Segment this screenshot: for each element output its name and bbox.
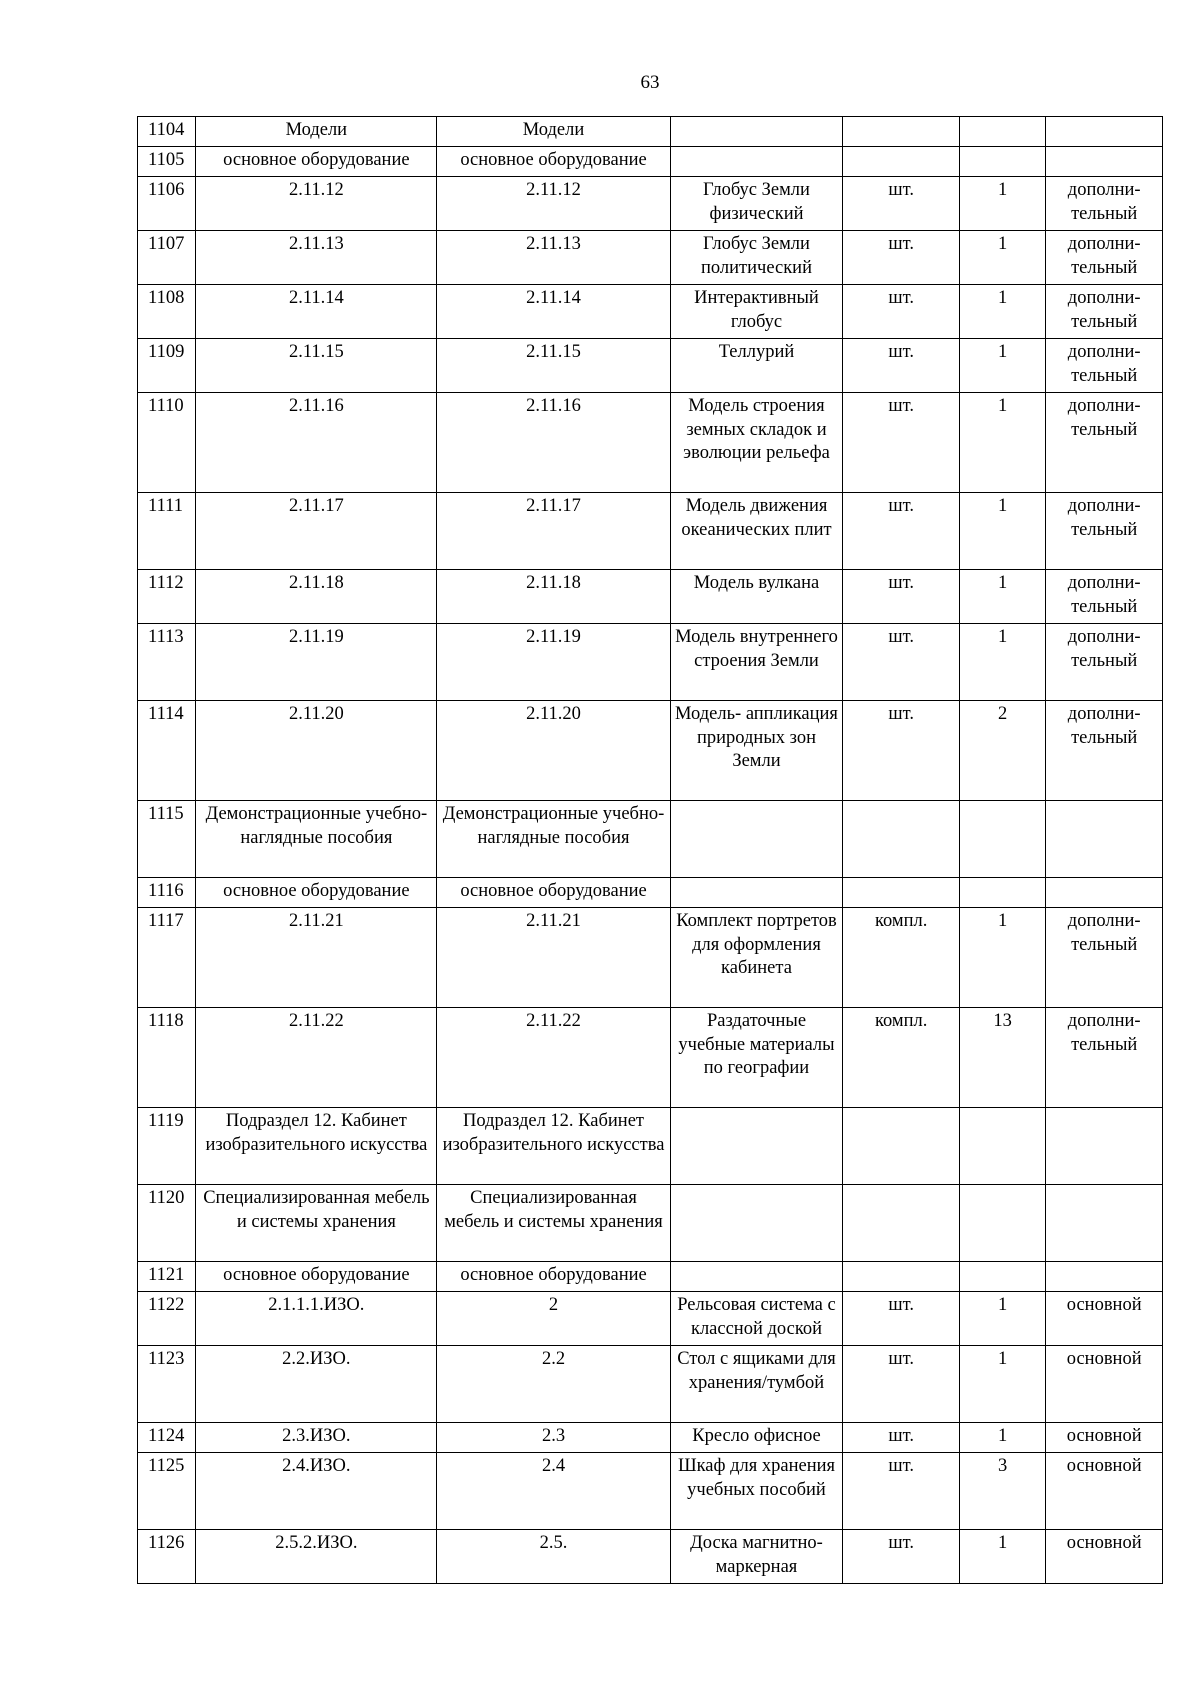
item-code: Демонстрационные учебно-наглядные пособия xyxy=(196,801,437,878)
item-code: 2.11.18 xyxy=(196,570,437,624)
item-unit: компл. xyxy=(843,908,960,1008)
item-quantity: 3 xyxy=(959,1453,1045,1530)
item-code: 2.3.ИЗО. xyxy=(196,1423,437,1453)
item-code-alt: 2.2 xyxy=(437,1346,670,1423)
item-unit: шт. xyxy=(843,339,960,393)
item-unit xyxy=(843,147,960,177)
item-name: Интерактивный глобус xyxy=(670,285,843,339)
item-quantity: 1 xyxy=(959,339,1045,393)
item-quantity: 1 xyxy=(959,908,1045,1008)
item-code: Специализированная мебель и системы хранения xyxy=(196,1185,437,1262)
item-name xyxy=(670,878,843,908)
item-unit: компл. xyxy=(843,1008,960,1108)
row-number: 1110 xyxy=(138,393,196,493)
table-row xyxy=(138,1453,1163,1530)
table-row xyxy=(138,1292,1163,1346)
row-number: 1104 xyxy=(138,117,196,147)
item-type: дополни- тельный xyxy=(1046,908,1163,1008)
item-code: основное оборудование xyxy=(196,1262,437,1292)
item-unit: шт. xyxy=(843,701,960,801)
item-code-alt: 2.11.19 xyxy=(437,624,670,701)
table-row xyxy=(138,231,1163,285)
item-code: 2.11.15 xyxy=(196,339,437,393)
item-code: 2.11.21 xyxy=(196,908,437,1008)
item-code-alt: 2.4 xyxy=(437,1453,670,1530)
item-type xyxy=(1046,1185,1163,1262)
item-code: 2.2.ИЗО. xyxy=(196,1346,437,1423)
item-code-alt: основное оборудование xyxy=(437,1262,670,1292)
table-row xyxy=(138,878,1163,908)
item-name: Кресло офисное xyxy=(670,1423,843,1453)
item-quantity: 1 xyxy=(959,177,1045,231)
table-row xyxy=(138,1262,1163,1292)
item-quantity xyxy=(959,1185,1045,1262)
item-type: дополни- тельный xyxy=(1046,339,1163,393)
item-type xyxy=(1046,801,1163,878)
row-number: 1121 xyxy=(138,1262,196,1292)
table-row xyxy=(138,339,1163,393)
row-number: 1108 xyxy=(138,285,196,339)
item-code-alt: основное оборудование xyxy=(437,147,670,177)
item-code: 2.4.ИЗО. xyxy=(196,1453,437,1530)
item-quantity xyxy=(959,801,1045,878)
item-type: основной xyxy=(1046,1423,1163,1453)
item-code-alt: 2 xyxy=(437,1292,670,1346)
row-number: 1112 xyxy=(138,570,196,624)
table-row xyxy=(138,285,1163,339)
equipment-table xyxy=(137,116,1163,1584)
table-row xyxy=(138,1423,1163,1453)
row-number: 1123 xyxy=(138,1346,196,1423)
item-quantity xyxy=(959,117,1045,147)
table-row xyxy=(138,393,1163,493)
item-code-alt: 2.11.21 xyxy=(437,908,670,1008)
item-type: дополни- тельный xyxy=(1046,624,1163,701)
item-name: Глобус Земли физический xyxy=(670,177,843,231)
item-name: Комплект портретов для оформления кабинета xyxy=(670,908,843,1008)
row-number: 1106 xyxy=(138,177,196,231)
item-quantity: 1 xyxy=(959,393,1045,493)
item-quantity xyxy=(959,878,1045,908)
item-unit xyxy=(843,117,960,147)
item-unit: шт. xyxy=(843,1346,960,1423)
item-code-alt: 2.11.14 xyxy=(437,285,670,339)
item-name: Стол с ящиками для хранения/тумбой xyxy=(670,1346,843,1423)
table-row xyxy=(138,908,1163,1008)
item-code-alt: 2.11.12 xyxy=(437,177,670,231)
row-number: 1117 xyxy=(138,908,196,1008)
item-code: 2.11.16 xyxy=(196,393,437,493)
item-code-alt: 2.11.22 xyxy=(437,1008,670,1108)
row-number: 1120 xyxy=(138,1185,196,1262)
item-type xyxy=(1046,878,1163,908)
item-code-alt: 2.5. xyxy=(437,1530,670,1584)
row-number: 1122 xyxy=(138,1292,196,1346)
row-number: 1124 xyxy=(138,1423,196,1453)
table-row xyxy=(138,1346,1163,1423)
item-name: Модель внутреннего строения Земли xyxy=(670,624,843,701)
item-unit: шт. xyxy=(843,1453,960,1530)
item-unit: шт. xyxy=(843,393,960,493)
item-code-alt: 2.11.16 xyxy=(437,393,670,493)
item-type: дополни- тельный xyxy=(1046,285,1163,339)
item-quantity: 2 xyxy=(959,701,1045,801)
item-type: дополни- тельный xyxy=(1046,393,1163,493)
table-row xyxy=(138,1530,1163,1584)
row-number: 1116 xyxy=(138,878,196,908)
item-code-alt: Подраздел 12. Кабинет изобразительного искусства xyxy=(437,1108,670,1185)
item-type: дополни- тельный xyxy=(1046,1008,1163,1108)
item-quantity: 1 xyxy=(959,231,1045,285)
item-quantity: 1 xyxy=(959,285,1045,339)
row-number: 1118 xyxy=(138,1008,196,1108)
row-number: 1105 xyxy=(138,147,196,177)
table-row xyxy=(138,1008,1163,1108)
item-unit: шт. xyxy=(843,1530,960,1584)
item-type: основной xyxy=(1046,1530,1163,1584)
item-quantity: 1 xyxy=(959,1346,1045,1423)
item-name: Модель вулкана xyxy=(670,570,843,624)
page-number: 63 xyxy=(640,72,660,93)
item-unit xyxy=(843,801,960,878)
item-name xyxy=(670,147,843,177)
item-unit: шт. xyxy=(843,285,960,339)
item-code: Модели xyxy=(196,117,437,147)
item-code-alt: 2.11.18 xyxy=(437,570,670,624)
item-code: 2.11.20 xyxy=(196,701,437,801)
row-number: 1119 xyxy=(138,1108,196,1185)
item-unit: шт. xyxy=(843,231,960,285)
item-unit xyxy=(843,1262,960,1292)
item-type: дополни- тельный xyxy=(1046,493,1163,570)
item-quantity: 1 xyxy=(959,1292,1045,1346)
item-name: Раздаточные учебные материалы по географии xyxy=(670,1008,843,1108)
item-type: дополни- тельный xyxy=(1046,701,1163,801)
item-quantity: 13 xyxy=(959,1008,1045,1108)
item-code: 2.11.14 xyxy=(196,285,437,339)
item-type: основной xyxy=(1046,1346,1163,1423)
table-row xyxy=(138,801,1163,878)
table-row xyxy=(138,1185,1163,1262)
item-type xyxy=(1046,117,1163,147)
item-unit xyxy=(843,878,960,908)
item-code-alt: основное оборудование xyxy=(437,878,670,908)
equipment-table-body xyxy=(138,117,1163,1584)
item-code-alt: 2.11.20 xyxy=(437,701,670,801)
item-name: Теллурий xyxy=(670,339,843,393)
item-type: дополни- тельный xyxy=(1046,177,1163,231)
item-code-alt: Модели xyxy=(437,117,670,147)
item-code-alt: 2.11.13 xyxy=(437,231,670,285)
item-code-alt: Демонстрационные учебно-наглядные пособия xyxy=(437,801,670,878)
item-quantity: 1 xyxy=(959,624,1045,701)
row-number: 1125 xyxy=(138,1453,196,1530)
table-row xyxy=(138,117,1163,147)
item-type: дополни- тельный xyxy=(1046,231,1163,285)
item-unit xyxy=(843,1185,960,1262)
table-row xyxy=(138,570,1163,624)
table-row xyxy=(138,177,1163,231)
item-unit: шт. xyxy=(843,1423,960,1453)
item-name: Шкаф для хранения учебных пособий xyxy=(670,1453,843,1530)
item-code-alt: 2.11.15 xyxy=(437,339,670,393)
item-quantity xyxy=(959,1108,1045,1185)
item-name: Модель движения океанических плит xyxy=(670,493,843,570)
item-code-alt: 2.11.17 xyxy=(437,493,670,570)
item-quantity xyxy=(959,147,1045,177)
row-number: 1114 xyxy=(138,701,196,801)
item-name xyxy=(670,1108,843,1185)
item-code: Подраздел 12. Кабинет изобразительного искусства xyxy=(196,1108,437,1185)
item-unit xyxy=(843,1108,960,1185)
item-quantity: 1 xyxy=(959,493,1045,570)
item-unit: шт. xyxy=(843,1292,960,1346)
row-number: 1113 xyxy=(138,624,196,701)
item-unit: шт. xyxy=(843,177,960,231)
row-number: 1115 xyxy=(138,801,196,878)
item-name: Модель строения земных складок и эволюции рельефа xyxy=(670,393,843,493)
item-code: 2.1.1.1.ИЗО. xyxy=(196,1292,437,1346)
row-number: 1107 xyxy=(138,231,196,285)
item-quantity: 1 xyxy=(959,1530,1045,1584)
item-quantity xyxy=(959,1262,1045,1292)
table-row xyxy=(138,701,1163,801)
item-type: основной xyxy=(1046,1292,1163,1346)
item-code-alt: Специализированная мебель и системы хранения xyxy=(437,1185,670,1262)
row-number: 1109 xyxy=(138,339,196,393)
item-name xyxy=(670,801,843,878)
item-type xyxy=(1046,147,1163,177)
item-unit: шт. xyxy=(843,493,960,570)
item-name xyxy=(670,117,843,147)
item-type: основной xyxy=(1046,1453,1163,1530)
item-type xyxy=(1046,1262,1163,1292)
item-quantity: 1 xyxy=(959,1423,1045,1453)
item-code: 2.11.13 xyxy=(196,231,437,285)
row-number: 1111 xyxy=(138,493,196,570)
item-code: основное оборудование xyxy=(196,878,437,908)
table-row xyxy=(138,624,1163,701)
item-name: Модель- аппликация природных зон Земли xyxy=(670,701,843,801)
item-code: 2.5.2.ИЗО. xyxy=(196,1530,437,1584)
item-unit: шт. xyxy=(843,570,960,624)
table-row xyxy=(138,493,1163,570)
item-type: дополни- тельный xyxy=(1046,570,1163,624)
item-name: Рельсовая система с классной доской xyxy=(670,1292,843,1346)
item-code: основное оборудование xyxy=(196,147,437,177)
item-code: 2.11.17 xyxy=(196,493,437,570)
item-name: Доска магнитно- маркерная xyxy=(670,1530,843,1584)
item-type xyxy=(1046,1108,1163,1185)
item-code: 2.11.12 xyxy=(196,177,437,231)
table-row xyxy=(138,1108,1163,1185)
item-code-alt: 2.3 xyxy=(437,1423,670,1453)
row-number: 1126 xyxy=(138,1530,196,1584)
item-quantity: 1 xyxy=(959,570,1045,624)
table-row xyxy=(138,147,1163,177)
item-code: 2.11.22 xyxy=(196,1008,437,1108)
item-unit: шт. xyxy=(843,624,960,701)
item-code: 2.11.19 xyxy=(196,624,437,701)
item-name: Глобус Земли политический xyxy=(670,231,843,285)
item-name xyxy=(670,1185,843,1262)
item-name xyxy=(670,1262,843,1292)
